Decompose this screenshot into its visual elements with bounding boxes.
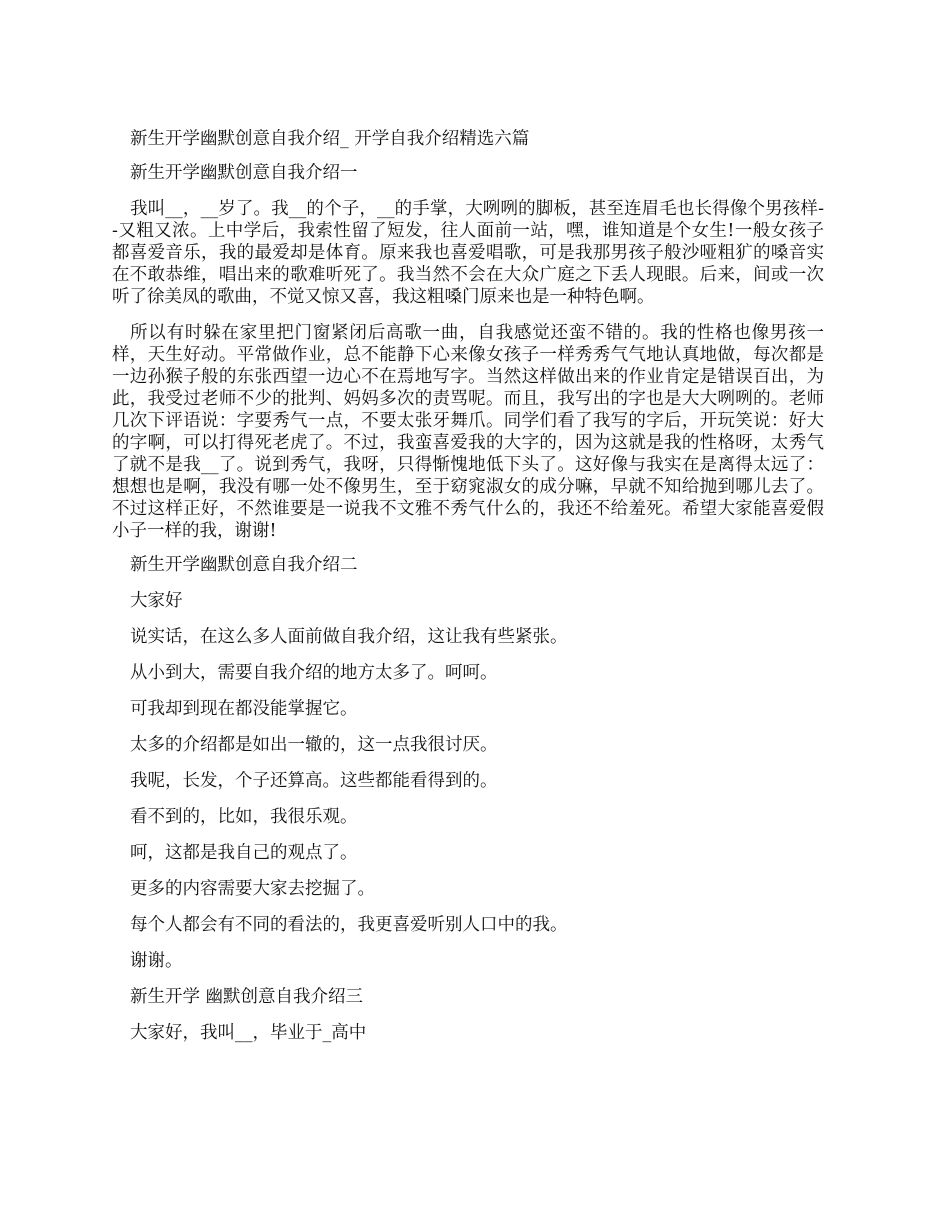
section2-line: 呵，这都是我自己的观点了。: [130, 843, 358, 863]
section1-heading: 新生开学幽默创意自我介绍一: [130, 163, 358, 183]
section2-line: 更多的内容需要大家去挖掘了。: [130, 879, 375, 899]
section2-line: 太多的介绍都是如出一辙的，这一点我很讨厌。: [130, 735, 498, 755]
section2-line: 可我却到现在都没能掌握它。: [130, 699, 358, 719]
section1-paragraph-1: 我叫__，__岁了。我__的个子，__的手掌，大咧咧的脚板，甚至连眉毛也长得像个男孩样--又粗又浓。上中学后，我索性留了短发，往人面前一站，嘿，谁知道是个女生!一般女孩子都喜爱音乐，我的最爱却是体育。原来我也喜爱唱歌，可是我那男孩子般沙哑粗犷的嗓音实在不敢恭维，唱出来的歌难听死了。我当然不会在大众广庭之下丢人现眼。后来，间或一次听了徐美凤的歌曲，不觉又惊又喜，我这粗嗓门原来也是一种特色啊。: [112, 199, 824, 307]
section2-line: 大家好: [130, 591, 183, 611]
section3-heading: 新生开学 幽默创意自我介绍三: [130, 987, 364, 1007]
section2-line: 谢谢。: [130, 951, 183, 971]
section2-heading: 新生开学幽默创意自我介绍二: [130, 555, 358, 575]
document-title: 新生开学幽默创意自我介绍_ 开学自我介绍精选六篇: [130, 129, 530, 149]
section2-line: 说实话，在这么多人面前做自我介绍，这让我有些紧张。: [130, 627, 568, 647]
section2-line: 看不到的，比如，我很乐观。: [130, 807, 358, 827]
section2-line: 我呢，长发，个子还算高。这些都能看得到的。: [130, 771, 498, 791]
section2-line: 从小到大，需要自我介绍的地方太多了。呵呵。: [130, 663, 498, 683]
section2-line: 每个人都会有不同的看法的，我更喜爱听别人口中的我。: [130, 915, 568, 935]
section1-paragraph-2: 所以有时躲在家里把门窗紧闭后高歌一曲，自我感觉还蛮不错的。我的性格也像男孩一样，天生好动。平常做作业，总不能静下心来像女孩子一样秀秀气气地认真地做，每次都是一边孙猴子般的东张西望一边心不在焉地写字。当然这样做出来的作业肯定是错误百出，为此，我受过老师不少的批判、妈妈多次的责骂呢。而且，我写出的字也是大大咧咧的。老师几次下评语说：字要秀气一点，不要太张牙舞爪。同学们看了我写的字后，开玩笑说：好大的字啊，可以打得死老虎了。不过，我蛮喜爱我的大字的，因为这就是我的性格呀，太秀气了就不是我__了。说到秀气，我呀，只得惭愧地低下头了。这好像与我实在是离得太远了：想想也是啊，我没有哪一处不像男生，至于窈窕淑女的成分嘛，早就不知给抛到哪儿去了。不过这样正好，不然谁要是一说我不文雅不秀气什么的，我还不给羞死。希望大家能喜爱假小子一样的我，谢谢!: [112, 323, 824, 541]
section3-first-line: 大家好，我叫__，毕业于_高中: [130, 1023, 367, 1043]
